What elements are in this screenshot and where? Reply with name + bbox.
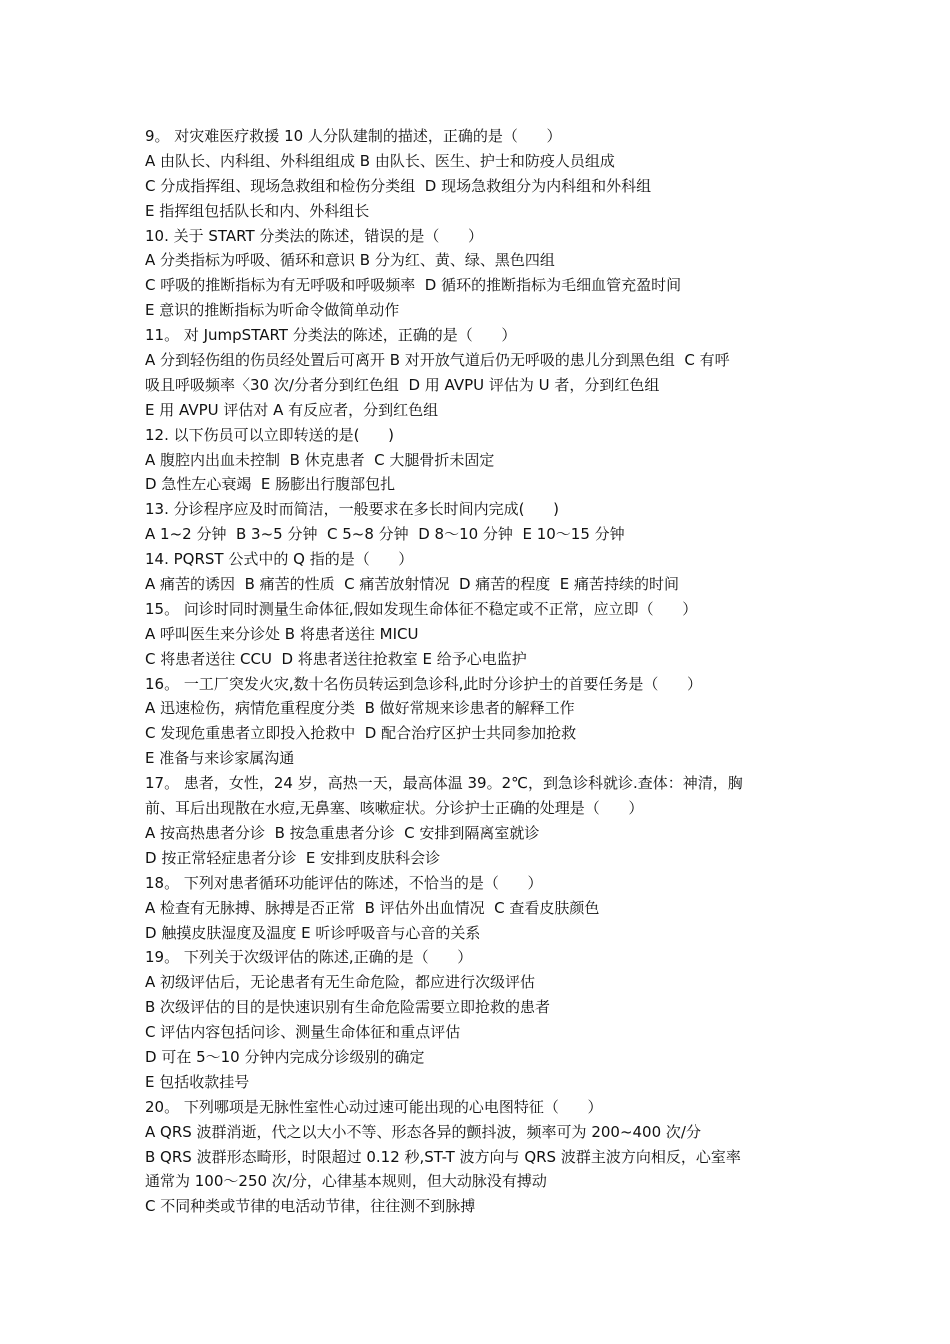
text-line: 20。 下列哪项是无脉性室性心动过速可能出现的心电图特征（ ） [145, 1097, 603, 1116]
text-line: C 将患者送往 CCU D 将患者送往抢救室 E 给予心电监护 [145, 649, 527, 668]
text-line: B QRS 波群形态畸形，时限超过 0.12 秒,ST-T 波方向与 QRS 波群主波方向相反，心室率 [145, 1147, 741, 1166]
text-line: 18。 下列对患者循环功能评估的陈述，不恰当的是（ ） [145, 873, 543, 892]
text-line: 15。 问诊时同时测量生命体征,假如发现生命体征不稳定或不正常，应立即（ ） [145, 599, 698, 618]
text-line: D 急性左心衰竭 E 肠膨出行腹部包扎 [145, 475, 396, 494]
text-line: E 准备与来诊家属沟通 [145, 749, 295, 768]
text-line: 10. 关于 START 分类法的陈述，错误的是（ ） [145, 226, 484, 245]
text-line: 12. 以下伤员可以立即转送的是( ) [145, 425, 394, 444]
text-line: A 呼叫医生来分诊处 B 将患者送往 MICU [145, 624, 419, 643]
text-line: C 分成指挥组、现场急救组和检伤分类组 D 现场急救组分为内科组和外科组 [145, 176, 652, 195]
text-line: 前、耳后出现散在水痘,无鼻塞、咳嗽症状。分诊护士正确的处理是（ ） [145, 799, 644, 818]
text-line: A 痛苦的诱因 B 痛苦的性质 C 痛苦放射情况 D 痛苦的程度 E 痛苦持续的时间 [145, 575, 680, 594]
text-line: D 可在 5～10 分钟内完成分诊级别的确定 [145, 1047, 425, 1066]
question-text-body [145, 124, 825, 1219]
text-line: 9。 对灾难医疗救援 10 人分队建制的描述，正确的是（ ） [145, 127, 562, 145]
text-line: 吸且呼吸频率〈30 次/分者分到红色组 D 用 AVPU 评估为 U 者，分到红色组 [145, 375, 660, 394]
text-line: A 由队长、内科组、外科组组成 B 由队长、医生、护士和防疫人员组成 [145, 151, 615, 170]
text-line: 11。 对 JumpSTART 分类法的陈述，正确的是（ ） [145, 326, 517, 345]
text-line: E 意识的推断指标为听命令做简单动作 [145, 301, 400, 320]
text-line: 16。 一工厂突发火灾,数十名伤员转运到急诊科,此时分诊护士的首要任务是（ ） [145, 674, 703, 693]
text-line: A 检查有无脉搏、脉搏是否正常 B 评估外出血情况 C 查看皮肤颜色 [145, 898, 600, 917]
text-line: C 评估内容包括问诊、测量生命体征和重点评估 [145, 1023, 461, 1042]
text-line: 14. PQRST 公式中的 Q 指的是（ ） [145, 550, 414, 569]
text-line: A 分类指标为呼吸、循环和意识 B 分为红、黄、绿、黑色四组 [145, 251, 555, 270]
text-line: A 初级评估后，无论患者有无生命危险，都应进行次级评估 [145, 973, 536, 992]
text-line: C 不同种类或节律的电活动节律，往往测不到脉搏 [145, 1197, 476, 1216]
text-line: A 腹腔内出血未控制 B 休克患者 C 大腿骨折未固定 [145, 450, 495, 469]
text-line: E 指挥组包括队长和内、外科组长 [145, 201, 370, 220]
text-line: A 分到轻伤组的伤员经处置后可离开 B 对开放气道后仍无呼吸的患儿分到黑色组 C 有呼 [145, 351, 730, 370]
text-line: 13. 分诊程序应及时而简洁，一般要求在多长时间内完成( ) [145, 500, 559, 519]
text-line: A 按高热患者分诊 B 按急重患者分诊 C 安排到隔离室就诊 [145, 823, 540, 842]
text-line: 通常为 100～250 次/分，心律基本规则，但大动脉没有搏动 [145, 1172, 547, 1191]
text-line: B 次级评估的目的是快速识别有生命危险需要立即抢救的患者 [145, 998, 551, 1017]
text-line: 17。 患者，女性，24 岁，高热一天，最高体温 39。2℃，到急诊科就诊.查体：神清，胸 [145, 774, 743, 793]
text-line: A QRS 波群消逝，代之以大小不等、形态各异的颤抖波，频率可为 200~400 次/分 [145, 1122, 701, 1141]
text-line: 19。 下列关于次级评估的陈述,正确的是（ ） [145, 948, 473, 967]
text-line: D 触摸皮肤湿度及温度 E 听诊呼吸音与心音的关系 [145, 923, 481, 942]
text-line: E 包括收款挂号 [145, 1072, 250, 1091]
text-line: D 按正常轻症患者分诊 E 安排到皮肤科会诊 [145, 848, 441, 867]
text-line: C 发现危重患者立即投入抢救中 D 配合治疗区护士共同参加抢救 [145, 724, 577, 743]
text-line: A 1~2 分钟 B 3~5 分钟 C 5~8 分钟 D 8～10 分钟 E 10～15 分钟 [145, 525, 625, 544]
text-line: E 用 AVPU 评估对 A 有反应者，分到红色组 [145, 400, 439, 419]
text-line: A 迅速检伤，病情危重程度分类 B 做好常规来诊患者的解释工作 [145, 699, 575, 718]
text-line: C 呼吸的推断指标为有无呼吸和呼吸频率 D 循环的推断指标为毛细血管充盈时间 [145, 276, 682, 295]
